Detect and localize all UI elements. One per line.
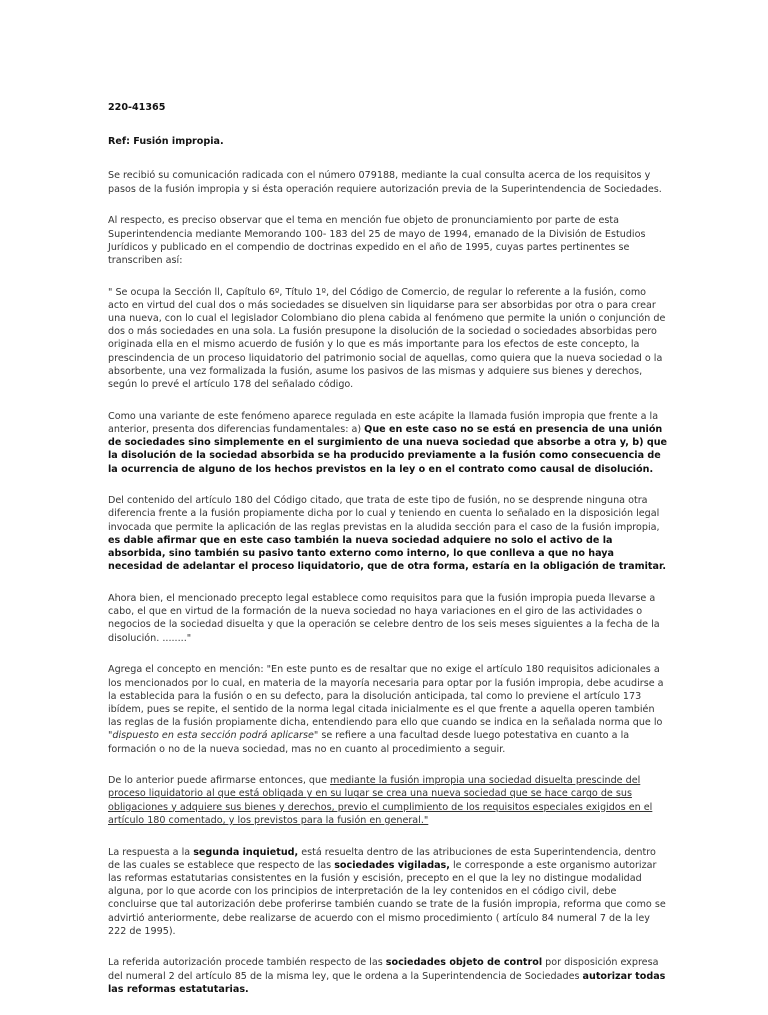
text-bold: sociedades vigiladas, xyxy=(334,859,450,871)
body-paragraph xyxy=(108,774,668,827)
body-paragraph xyxy=(108,410,668,476)
document-body xyxy=(108,169,668,996)
body-paragraph xyxy=(108,846,668,938)
text-segment: le corresponde a este organismo autorizar las reformas estatutarias consistentes en la fusión y escisión, precepto en el que la ley no distingue modalidad alguna, por lo que acorde con los principios de interpretación de la ley contenidos en el código civil, debe concluirse que tal autorización debe proferirse también cuando se trate de la fusión impropia, reforma que como se advirtió anteriormente, debe realizarse de acuerdo con el mismo procedimiento ( artículo 84 numeral 7 de la ley 222 de 1995). xyxy=(108,859,666,937)
body-paragraph xyxy=(108,956,668,996)
text-bold: autorizar todas las reformas estatutarias. xyxy=(108,970,666,995)
body-paragraph xyxy=(108,214,668,267)
text-segment: Del contenido del artículo 180 del Código citado, que trata de este tipo de fusión, no se desprende ninguna otra diferencia frente a la fusión propiamente dicha por lo cual y teniendo en cuenta lo señalado en la disposición legal invocada que permite la aplicación de las reglas previstas en la aludida sección para el caso de la fusión impropia, xyxy=(108,495,660,533)
body-paragraph xyxy=(108,494,668,573)
text-segment: por disposición expresa del numeral 2 del artículo 85 de la misma ley, que le ordena a la Superintendencia de Sociedades xyxy=(108,957,659,982)
text-segment: De lo anterior puede afirmarse entonces, que xyxy=(108,775,331,787)
text-bold: es dable afirmar que en este caso también la nueva sociedad adquiere no solo el activo de la absorbida, sino también su pasivo tanto externo como interno, lo que conlleva a que no haya necesidad de adelantar el proceso liquidatorio, que de otra forma, estaría en la obligación de tramitar. xyxy=(108,534,666,573)
body-paragraph xyxy=(108,169,668,195)
text-segment: se refiere a una facultad desde luego potestativa en cuanto a la formación o no de la nueva sociedad, mas no en cuanto al procedimiento a seguir. xyxy=(108,730,630,755)
body-paragraph xyxy=(108,286,668,392)
text-segment: La referida autorización procede también respecto de las xyxy=(108,957,386,969)
text-segment: Se recibió su comunicación radicada con el número 079188, mediante la cual consulta acerca de los requisitos y pasos de la fusión impropia y si ésta operación requiere autorización previa de la Superintendencia de Sociedades. xyxy=(108,170,662,195)
document-page xyxy=(108,101,668,1015)
text-segment: La respuesta a la xyxy=(108,846,194,858)
text-segment: Al respecto, es preciso observar que el tema en mención fue objeto de pronunciamiento por parte de esta Superintendencia mediante Memorando 100- 183 del 25 de mayo de 1994, emanado de la División de Estudios Jurídicos y publicado en el compendio de doctrinas expedido en el año de 1995, cuyas partes pertinentes se transcriben así: xyxy=(108,215,646,266)
text-bold: segunda inquietud, xyxy=(193,846,299,858)
text-segment: Agrega el concepto en mención: "En este punto es de resaltar que no exige el artículo 180 requisitos adicionales a los mencionados por lo cual, en materia de la mayoría necesaria para optar por la fusión impropia, debe acudirse a la establecida para la fusión o en su defecto, para la disolución anticipada, tal como lo previene el artículo 173 ibídem, pues se repite, el sentido de la norma legal citada inicialmente es el que frente a aquella operen también las reglas de la fusión propiamente dicha, entendiendo para ello que cuando se indica en la señalada norma que lo xyxy=(108,664,664,729)
text-bold: Que en este caso no se está en presencia de una unión de sociedades sino simplemente en el surgimiento de una nueva sociedad que absorbe a otra y, b) que la disolución de la sociedad absorbida se ha producido previamente a la fusión como consecuencia de la ocurrencia de alguno de los hechos previstos en la ley o en el contrato como causal de disolución. xyxy=(108,423,668,475)
text-segment: " Se ocupa la Sección ll, Capítulo 6º, Título 1º, del Código de Comercio, de regular lo referente a la fusión, como acto en virtud del cual dos o más sociedades se disuelven sin liquidarse para ser absorbidas por otra o para crear una nueva, con lo cual el legislador Colombiano dio plena cabida al fenómeno que permite la unión o conjunción de dos o más sociedades en una sola. La fusión presupone la disolución de la sociedad o sociedades absorbidas pero originada ella en el mismo acuerdo de fusión y lo que es más importante para los efectos de este concepto, la prescindencia de un proceso liquidatorio del patrimonio social de aquellas, como quiera que la nueva sociedad o la absorbente, una vez formalizada la fusión, asume los pasivos de las mismas y adquiere sus bienes y derechos, según lo prevé el artículo 178 del señalado código. xyxy=(108,286,666,391)
body-paragraph xyxy=(108,592,668,645)
text-italic: "dispuesto en esta sección podrá aplicarse" xyxy=(108,730,319,742)
body-paragraph xyxy=(108,663,668,755)
text-segment: Como una variante de este fenómeno aparece regulada en este acápite la llamada fusión impropia que frente a la anterior, presenta dos diferencias fundamentales: a) xyxy=(108,410,659,435)
document-reference: Ref: Fusión impropia. xyxy=(108,136,224,148)
text-underline: mediante la fusión impropia una sociedad disuelta prescinde del proceso liquidatorio al que está obligada y en su lugar se crea una nueva sociedad que se hace cargo de sus obligaciones y adquiere sus bienes y derechos, previo el cumplimiento de los requisitos especiales exigidos en el artículo 180 comentado, y los previstos para la fusión en general." xyxy=(108,775,653,826)
text-segment: está resuelta dentro de las atribuciones de esta Superintendencia, dentro de las cuales se establece que respecto de las xyxy=(108,846,656,871)
document-code: 220-41365 xyxy=(108,102,166,113)
text-bold: sociedades objeto de control xyxy=(385,957,543,969)
text-segment: Ahora bien, el mencionado precepto legal establece como requisitos para que la fusión impropia pueda llevarse a cabo, el que en virtud de la formación de la nueva sociedad no haya variaciones en el giro de las actividades o negocios de la sociedad disuelta y que la operación se celebre dentro de los seis meses siguientes a la fecha de la disolución. ........" xyxy=(108,592,660,644)
